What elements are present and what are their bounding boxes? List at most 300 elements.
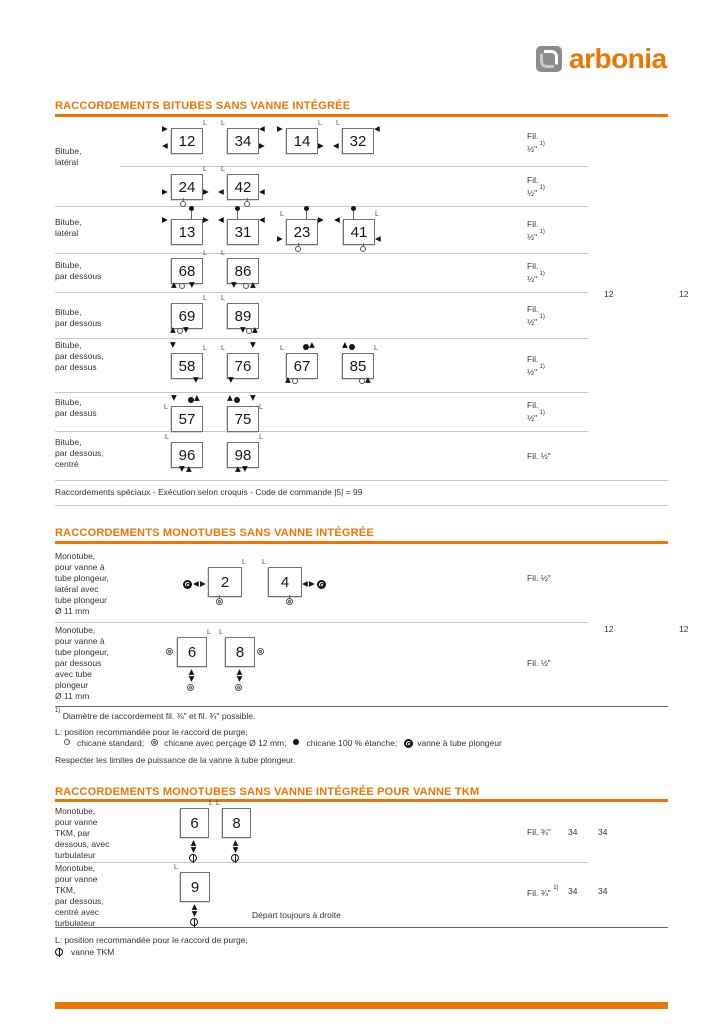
- thread-size-line: Fil.: [527, 175, 539, 185]
- row-label-line: tube plongeur,: [55, 647, 109, 657]
- radiator-diagram-6: [180, 800, 213, 836]
- flow-arrow-icon: ▲: [170, 325, 176, 334]
- radiator-diagram-12: [162, 120, 207, 152]
- purge-position-label: L: [164, 404, 168, 411]
- connection-code: 68: [171, 258, 203, 284]
- pierced-chicane-icon: [151, 739, 158, 746]
- purge-position-label: L: [221, 120, 225, 127]
- purge-position-label: L: [203, 166, 207, 173]
- section-rule: [55, 114, 668, 117]
- thread-size: [527, 354, 545, 377]
- row-label-line: avec tube: [55, 669, 92, 679]
- radiator-diagram-42: [218, 166, 265, 198]
- special-connections-note: Raccordements spéciaux - Exécution selon croquis - Code de commande |5| = 99: [55, 487, 363, 497]
- purge-position-label: L: [221, 166, 225, 173]
- connection-code: 42: [227, 174, 259, 200]
- purge-position-label: L: [374, 345, 378, 352]
- flow-arrow-icon: ▼: [171, 393, 177, 402]
- row-label-line: tube plongeur: [55, 595, 107, 605]
- radiator-diagram-58: [170, 340, 207, 384]
- flow-arrow-icon: ▶: [309, 579, 315, 588]
- divider: [55, 927, 668, 928]
- radiator-diagram-75: [227, 393, 263, 430]
- standard-chicane-icon: [359, 243, 367, 253]
- pierced-chicane-icon: [257, 648, 264, 655]
- radiator-diagram-69: [170, 295, 207, 334]
- flow-double-arrow-icon: [190, 902, 199, 918]
- purge-position-label: L: [375, 211, 379, 218]
- flow-arrow-icon: ◀: [259, 124, 265, 133]
- flow-arrow-icon: ▲: [235, 464, 241, 473]
- sealed-chicane-icon: [293, 739, 299, 745]
- flow-arrow-icon: ▶: [203, 215, 209, 224]
- purge-position-label: L: [259, 404, 263, 411]
- row-label-line: par dessous,: [55, 351, 104, 361]
- margin-dimension: 12: [679, 289, 689, 299]
- standard-chicane-icon: [64, 739, 70, 745]
- flow-arrow-icon: ▶: [318, 141, 324, 150]
- radiator-diagram-68: [171, 250, 207, 289]
- arbonia-logo: [536, 43, 667, 74]
- flow-arrow-icon: ◀: [375, 234, 381, 243]
- connection-code: 86: [227, 258, 259, 284]
- connection-code: 98: [227, 442, 259, 468]
- footnote-tkm-valve: [55, 947, 114, 957]
- purge-position-label: L: [280, 211, 284, 218]
- row-label-line: pour vanne: [55, 874, 98, 884]
- thread-size: [527, 219, 545, 242]
- divider: [55, 622, 588, 623]
- radiator-diagram-85: [342, 340, 378, 384]
- thread-size-line: Fil. ¾": [527, 827, 551, 837]
- radiator-diagram-57: [164, 393, 201, 430]
- thread-size-line: Fil. ½": [527, 658, 551, 668]
- pierced-chicane-icon: [215, 595, 224, 607]
- flow-arrow-icon: ▼: [228, 375, 234, 384]
- flow-arrow-icon: ▲: [365, 375, 371, 384]
- connection-code: 58: [171, 353, 203, 379]
- footnote-diameter-text: Diamètre de raccordement fil. ⅜" et fil. ¾" possible.: [62, 711, 256, 721]
- thread-size: [527, 131, 545, 154]
- connection-code: 31: [227, 219, 259, 245]
- row-label: [55, 217, 81, 239]
- connection-code: 75: [227, 406, 259, 432]
- purge-position-label: L: [262, 559, 266, 566]
- connection-code: 4: [268, 567, 302, 597]
- radiator-diagram-6: [177, 629, 211, 665]
- divider: [55, 292, 588, 293]
- arbonia-logo-icon: [536, 46, 562, 72]
- row-label: [55, 806, 109, 861]
- thread-size: [527, 573, 551, 584]
- row-label-line: Monotube,: [55, 625, 96, 635]
- connection-code: 2: [208, 567, 242, 597]
- flow-arrow-icon: ◀: [302, 579, 308, 588]
- row-label-line: par dessous: [55, 658, 102, 668]
- flow-arrow-icon: ▲: [342, 340, 348, 349]
- radiator-diagram-98: [227, 434, 263, 473]
- flow-arrow-icon: ◀: [259, 215, 265, 224]
- section-title-monotubes-tkm: RACCORDEMENTS MONOTUBES SANS VANNE INTÉGRÉE POUR VANNE TKM: [55, 786, 480, 798]
- purge-position-label: L: [219, 629, 223, 636]
- connection-code: 8: [225, 637, 255, 667]
- flow-double-arrow-icon: [189, 838, 198, 854]
- thread-size-line: Fil.: [527, 400, 539, 410]
- footnote-marker: 1): [539, 270, 545, 277]
- purge-position-label: L: [259, 434, 263, 441]
- flow-double-arrow-icon: [235, 667, 244, 683]
- standard-chicane-icon: [179, 283, 185, 289]
- thread-size-line: ½" $^{1)}$: [527, 409, 545, 423]
- flow-arrow-icon: ▶: [200, 579, 206, 588]
- row-label-line: TKM,: [55, 885, 76, 895]
- connection-code: 24: [171, 174, 203, 200]
- flow-arrow-icon: ▶: [162, 215, 168, 224]
- dimension-value: 34: [598, 827, 608, 837]
- dimension-value: 34: [598, 886, 608, 896]
- flow-double-arrow-icon: [187, 667, 196, 683]
- chicane-legend: [64, 738, 509, 748]
- row-label-line: pour vanne: [55, 817, 98, 827]
- row-label-line: latéral: [55, 228, 79, 238]
- tkm-valve-icon: [231, 854, 239, 862]
- thread-size: [527, 886, 559, 898]
- legend-text: chicane standard;: [77, 738, 145, 748]
- radiator-diagram-31: [218, 215, 265, 243]
- radiator-diagram-89: [221, 295, 258, 334]
- thread-size-line: Fil. ¾" $^{1)}$: [527, 885, 559, 898]
- standard-chicane-icon: [243, 198, 251, 208]
- connection-code: 96: [171, 442, 203, 468]
- row-label-line: Bitube,: [55, 437, 82, 447]
- legend-item: [404, 738, 502, 748]
- flow-arrow-icon: ▲: [309, 340, 315, 349]
- arbonia-logo-text: arbonia: [569, 43, 667, 74]
- purge-position-label: L: [165, 434, 169, 441]
- flow-arrow-icon: ▶: [318, 215, 324, 224]
- flow-arrow-icon: ▶: [277, 124, 283, 133]
- row-label-line: pour vanne à: [55, 636, 105, 646]
- radiator-diagram-86: [221, 250, 257, 289]
- radiator-diagram-9: [174, 864, 208, 900]
- sealed-chicane-icon: [188, 206, 194, 219]
- pierced-chicane-icon: [166, 648, 173, 655]
- purge-position-label: L: [207, 629, 211, 636]
- tkm-valve-icon: [55, 948, 63, 956]
- section-title-monotubes: RACCORDEMENTS MONOTUBES SANS VANNE INTÉGRÉE: [55, 527, 374, 539]
- thread-size: [527, 400, 545, 423]
- radiator-diagram-23: [277, 211, 324, 243]
- legend-text: vanne à tube plongeur: [417, 738, 502, 748]
- row-label-line: Monotube,: [55, 806, 96, 816]
- flow-arrow-icon: ◀: [218, 215, 224, 224]
- purge-position-label: L: [221, 295, 225, 302]
- row-label-line: Ø 11 mm: [55, 606, 90, 616]
- row-label-line: Bitube,: [55, 307, 82, 317]
- row-label-line: tube plongeur,: [55, 573, 109, 583]
- dimension-value: 34: [568, 827, 578, 837]
- divider: [55, 480, 668, 481]
- footnote-marker: 1): [539, 409, 545, 416]
- section-rule: [55, 541, 668, 544]
- sealed-chicane-icon: [234, 397, 240, 403]
- row-label-line: turbulateur: [55, 918, 96, 928]
- sealed-chicane-icon: [303, 206, 309, 219]
- connection-code: 76: [227, 353, 259, 379]
- radiator-diagram-8: [219, 629, 253, 665]
- row-label-line: par dessous: [55, 318, 102, 328]
- radiator-diagram-8: [216, 800, 249, 836]
- row-label-line: latéral avec: [55, 584, 99, 594]
- thread-size-line: Fil.: [527, 354, 539, 364]
- thread-size: [527, 658, 551, 669]
- radiator-diagram-13: [162, 215, 209, 243]
- row-label-line: latéral: [55, 157, 79, 167]
- purge-position-label: L: [203, 345, 207, 352]
- purge-position-label: L: [203, 295, 207, 302]
- dc-symbol: [151, 738, 161, 748]
- radiator-diagram-67: [280, 340, 316, 384]
- footnote-marker: 1): [539, 363, 545, 370]
- flow-arrow-icon: ▲: [285, 375, 291, 384]
- legend-text: chicane 100 % étanche;: [306, 738, 398, 748]
- margin-dimension: 12: [679, 624, 689, 634]
- pierced-chicane-icon: [235, 684, 242, 691]
- flow-arrow-icon: ▼: [231, 280, 237, 289]
- radiator-diagram-96: [165, 434, 201, 473]
- footnote-marker: 1): [55, 708, 61, 715]
- thread-size-line: Fil.: [527, 131, 539, 141]
- footnote-marker: 1): [539, 313, 545, 320]
- legend-text: chicane avec perçage Ø 12 mm;: [164, 738, 287, 748]
- row-label-line: Bitube,: [55, 217, 82, 227]
- flow-arrow-icon: ▲: [250, 280, 256, 289]
- tkm-valve-icon: [55, 947, 65, 957]
- footnote-diameter: [55, 708, 256, 721]
- footnote-purge: L: position recommandée pour le raccord de purge;: [55, 727, 248, 737]
- tkm-valve-icon: [190, 918, 198, 926]
- divider: [55, 253, 588, 254]
- divider: [55, 431, 588, 432]
- divider: [55, 392, 588, 393]
- row-label-line: Bitube,: [55, 260, 82, 270]
- tkm-valve-icon: [189, 854, 197, 862]
- row-label-line: par dessous,: [55, 448, 104, 458]
- purge-position-label: L: [203, 250, 207, 257]
- sealed-chicane-icon: [234, 206, 240, 219]
- row-label-line: Monotube,: [55, 551, 96, 561]
- section-title-bitubes: RACCORDEMENTS BITUBES SANS VANNE INTÉGRÉE: [55, 100, 351, 112]
- connection-code: 85: [342, 353, 374, 379]
- footnote-tkm-text: vanne TKM: [71, 947, 115, 957]
- radiator-diagram-14: [277, 120, 324, 152]
- footnote-purge-tkm: L: position recommandée pour le raccord de purge;: [55, 935, 248, 945]
- row-label: [55, 437, 104, 470]
- row-label-line: dessous, avec: [55, 839, 110, 849]
- flow-arrow-icon: ▲: [171, 280, 177, 289]
- radiator-diagram-32: [333, 120, 380, 152]
- thread-size: [527, 827, 551, 838]
- row-label-line: par dessous: [55, 271, 102, 281]
- purge-position-label: L: [318, 120, 322, 127]
- flow-arrow-icon: ◀: [374, 124, 380, 133]
- connection-code: 57: [171, 406, 203, 432]
- thread-size-line: Fil.: [527, 261, 539, 271]
- row-label-line: Bitube,: [55, 146, 82, 156]
- divider: [55, 505, 668, 506]
- row-label: [55, 863, 104, 929]
- standard-chicane-icon: [292, 378, 298, 384]
- thread-size-line: Fil. ½": [527, 573, 551, 583]
- connection-code: 9: [180, 872, 210, 902]
- flow-arrow-icon: ◀: [334, 215, 340, 224]
- flow-arrow-icon: ▼: [189, 280, 195, 289]
- flow-arrow-icon: ▶: [259, 141, 265, 150]
- flow-arrow-icon: ▲: [252, 325, 258, 334]
- row-label-line: centré: [55, 459, 79, 469]
- connection-code: 41: [343, 219, 375, 245]
- connection-code: 14: [286, 128, 318, 154]
- thread-size-line: Fil.: [527, 219, 539, 229]
- row-label: [55, 307, 101, 329]
- radiator-diagram-2: [193, 559, 246, 595]
- purge-position-label: L: [280, 345, 284, 352]
- row-label-line: par dessus: [55, 362, 97, 372]
- footnote-marker: 1): [553, 885, 559, 891]
- purge-position-label: L: [174, 864, 178, 871]
- row-label-line: plongeur: [55, 680, 89, 690]
- section-rule: [55, 799, 668, 802]
- flow-arrow-icon: ▼: [170, 340, 176, 349]
- sealed-chicane-icon: [350, 206, 356, 219]
- flow-arrow-icon: ▶: [277, 234, 283, 243]
- thread-size: [527, 451, 551, 462]
- row-label-line: TKM, par: [55, 828, 90, 838]
- row-note: Départ toujours à droite: [252, 910, 341, 920]
- thread-size: [527, 304, 545, 327]
- footnote-marker: 1): [539, 184, 545, 191]
- oc-symbol: [64, 738, 74, 748]
- thread-size-line: ½" $^{1)}$: [527, 228, 545, 242]
- footnote-marker: 1): [539, 140, 545, 147]
- flow-arrow-icon: ▼: [242, 464, 248, 473]
- radiator-diagram-4: [262, 559, 315, 595]
- divider: [55, 706, 668, 707]
- flow-arrow-icon: ◀: [162, 141, 168, 150]
- flow-arrow-icon: ▼: [250, 340, 256, 349]
- flow-arrow-icon: ▶: [162, 187, 168, 196]
- pierced-chicane-icon: [187, 684, 194, 691]
- pierced-chicane-icon: [285, 595, 294, 607]
- radiator-diagram-41: [334, 211, 381, 243]
- flow-arrow-icon: ◀: [259, 187, 265, 196]
- flow-arrow-icon: ▼: [193, 375, 199, 384]
- purge-position-label: L: [242, 559, 246, 566]
- connection-code: 6: [177, 637, 207, 667]
- connection-code: 67: [286, 353, 318, 379]
- flow-arrow-icon: ▼: [250, 393, 256, 402]
- divider: [55, 862, 588, 863]
- flow-double-arrow-icon: [231, 838, 240, 854]
- radiator-diagram-24: [162, 166, 209, 198]
- flow-arrow-icon: ◀: [218, 187, 224, 196]
- flow-arrow-icon: ◀: [333, 141, 339, 150]
- connection-code: 34: [227, 128, 259, 154]
- flow-arrow-icon: ▲: [194, 393, 200, 402]
- row-label-line: pour vanne à: [55, 562, 105, 572]
- flow-arrow-icon: ▼: [240, 325, 246, 334]
- plunger-valve-icon: [317, 580, 326, 589]
- thread-size: [527, 261, 545, 284]
- plunger-valve-icon: [404, 739, 413, 748]
- row-label-line: Bitube,: [55, 397, 82, 407]
- radiator-diagram-34: [221, 120, 265, 152]
- purge-position-label: L: [203, 120, 207, 127]
- flow-arrow-icon: ▶: [162, 124, 168, 133]
- purge-position-label: L: [221, 345, 225, 352]
- standard-chicane-icon: [243, 283, 249, 289]
- thread-size-line: Fil.: [527, 304, 539, 314]
- purge-position-label: L: [336, 120, 340, 127]
- plunger-valve-icon: [183, 580, 192, 589]
- thread-size: [527, 175, 545, 198]
- margin-dimension: 12: [604, 289, 614, 299]
- legend-item: [293, 738, 397, 748]
- footnote-marker: 1): [539, 228, 545, 235]
- divider: [120, 166, 588, 167]
- purge-position-label: L: [216, 800, 220, 807]
- thread-size-line: ½" $^{1)}$: [527, 184, 545, 198]
- thread-size-line: Fil. ½": [527, 451, 551, 461]
- fc-symbol: [293, 738, 303, 748]
- thread-size-line: ½" $^{1)}$: [527, 140, 545, 154]
- connection-code: 6: [180, 808, 209, 838]
- row-label: [55, 551, 109, 617]
- row-label: [55, 625, 109, 702]
- purge-position-label: L: [209, 800, 213, 807]
- row-label-line: Monotube,: [55, 863, 96, 873]
- flow-arrow-icon: ▼: [183, 325, 189, 334]
- footer-accent-bar: [55, 1002, 668, 1009]
- connection-code: 13: [171, 219, 203, 245]
- flow-arrow-icon: ◀: [193, 579, 199, 588]
- row-label-line: turbulateur: [55, 850, 96, 860]
- thread-size-line: ½" $^{1)}$: [527, 363, 545, 377]
- flow-arrow-icon: ▲: [186, 464, 192, 473]
- connection-code: 23: [286, 219, 318, 245]
- standard-chicane-icon: [179, 198, 187, 208]
- legend-item: [64, 738, 144, 748]
- sealed-chicane-icon: [349, 344, 355, 350]
- connection-code: 8: [222, 808, 251, 838]
- connection-code: 89: [227, 303, 259, 329]
- flow-arrow-icon: ▼: [179, 464, 185, 473]
- dimension-value: 34: [568, 886, 578, 896]
- divider: [55, 338, 588, 339]
- thread-size-line: ½" $^{1)}$: [527, 313, 545, 327]
- row-label: [55, 340, 104, 373]
- divider: [55, 206, 588, 207]
- row-label-line: Bitube,: [55, 340, 82, 350]
- purge-position-label: L: [221, 250, 225, 257]
- row-label-line: par dessus: [55, 408, 97, 418]
- row-label: [55, 146, 81, 168]
- row-label-line: Ø 11 mm: [55, 691, 90, 701]
- thread-size-line: ½" $^{1)}$: [527, 270, 545, 284]
- connection-code: 12: [171, 128, 203, 154]
- flow-arrow-icon: ▶: [203, 187, 209, 196]
- footnote-limits: Respecter les limites de puissance de la vanne à tube plongeur.: [55, 755, 296, 765]
